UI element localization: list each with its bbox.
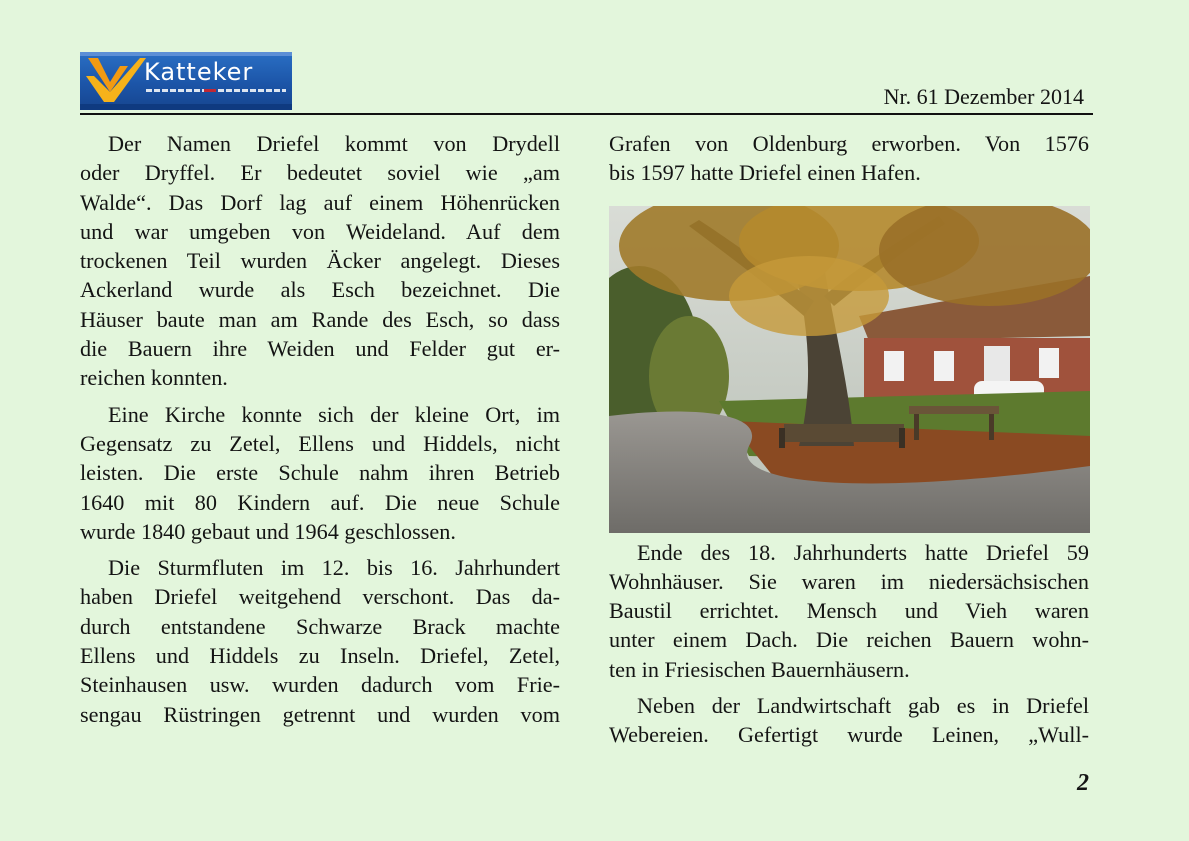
text-line: die Bauern ihre Weiden und Felder gut er- <box>80 336 560 362</box>
right-column <box>609 129 1089 757</box>
logo-title: Katteker <box>144 58 254 86</box>
text-line: Ende des 18. Jahrhunderts hatte Driefel 59 <box>637 539 1089 565</box>
text-line: Walde“. Das Dorf lag auf einem Höhenrücken <box>80 189 560 215</box>
text-line: oder Dryffel. Er bedeutet soviel wie „am <box>80 160 560 186</box>
text-line: Grafen von Oldenburg erworben. Von 1576 <box>609 131 1089 156</box>
left-column <box>80 129 560 736</box>
paragraph <box>609 129 1089 188</box>
paragraph <box>80 129 560 393</box>
paragraph <box>609 691 1089 750</box>
header-rule <box>80 113 1093 115</box>
tree-and-farmhouse-image <box>609 206 1090 533</box>
text-line: 1640 mit 80 Kindern auf. Die neue Schule <box>80 489 560 515</box>
text-line: Ellens und Hiddels zu Inseln. Driefel, Zetel, <box>80 643 560 669</box>
text-line: ten in Friesischen Bauernhäusern. <box>609 656 910 682</box>
text-line: Der Namen Driefel kommt von Drydell <box>108 131 560 156</box>
text-line: durch entstandene Schwarze Brack machte <box>80 613 560 639</box>
text-line: Baustil errichtet. Mensch und Vieh waren <box>609 598 1089 624</box>
text-line: Die Sturmfluten im 12. bis 16. Jahrhundert <box>108 555 560 581</box>
paragraph <box>609 538 1089 684</box>
text-line: bis 1597 hatte Driefel einen Hafen. <box>609 160 921 186</box>
text-line: leisten. Die erste Schule nahm ihren Betrieb <box>80 460 560 486</box>
paragraph <box>80 400 560 546</box>
text-line: reichen konnten. <box>80 365 228 391</box>
logo-tagline <box>146 89 286 92</box>
page-number: 2 <box>1077 770 1089 796</box>
text-line: Neben der Landwirtschaft gab es in Driefel <box>637 693 1089 719</box>
text-line: wurde 1840 gebaut und 1964 geschlossen. <box>80 518 456 544</box>
village-photo <box>609 206 1090 533</box>
text-line: Gegensatz zu Zetel, Ellens und Hiddels, nicht <box>80 430 560 456</box>
text-line: Häuser baute man am Rande des Esch, so dass <box>80 306 560 332</box>
text-line: Wohnhäuser. Sie waren im niedersächsischen <box>609 568 1089 594</box>
text-line: sengau Rüstringen getrennt und wurden vom <box>80 701 560 727</box>
text-line: haben Driefel weitgehend verschont. Das da- <box>80 584 560 610</box>
text-line: Eine Kirche konnte sich der kleine Ort, im <box>108 401 560 427</box>
text-line: und war umgeben von Weideland. Auf dem <box>80 218 560 244</box>
text-line: trockenen Teil wurden Äcker angelegt. Dieses <box>80 248 560 274</box>
text-line: Ackerland wurde als Esch bezeichnet. Die <box>80 277 560 303</box>
text-line: unter einem Dach. Die reichen Bauern wohn- <box>609 627 1089 653</box>
text-line: Steinhausen usw. wurden dadurch vom Frie- <box>80 672 560 698</box>
katteker-logo <box>80 52 292 110</box>
paragraph <box>80 553 560 729</box>
text-line: Webereien. Gefertigt wurde Leinen, „Wull- <box>609 722 1089 748</box>
issue-label: Nr. 61 Dezember 2014 <box>883 84 1084 109</box>
